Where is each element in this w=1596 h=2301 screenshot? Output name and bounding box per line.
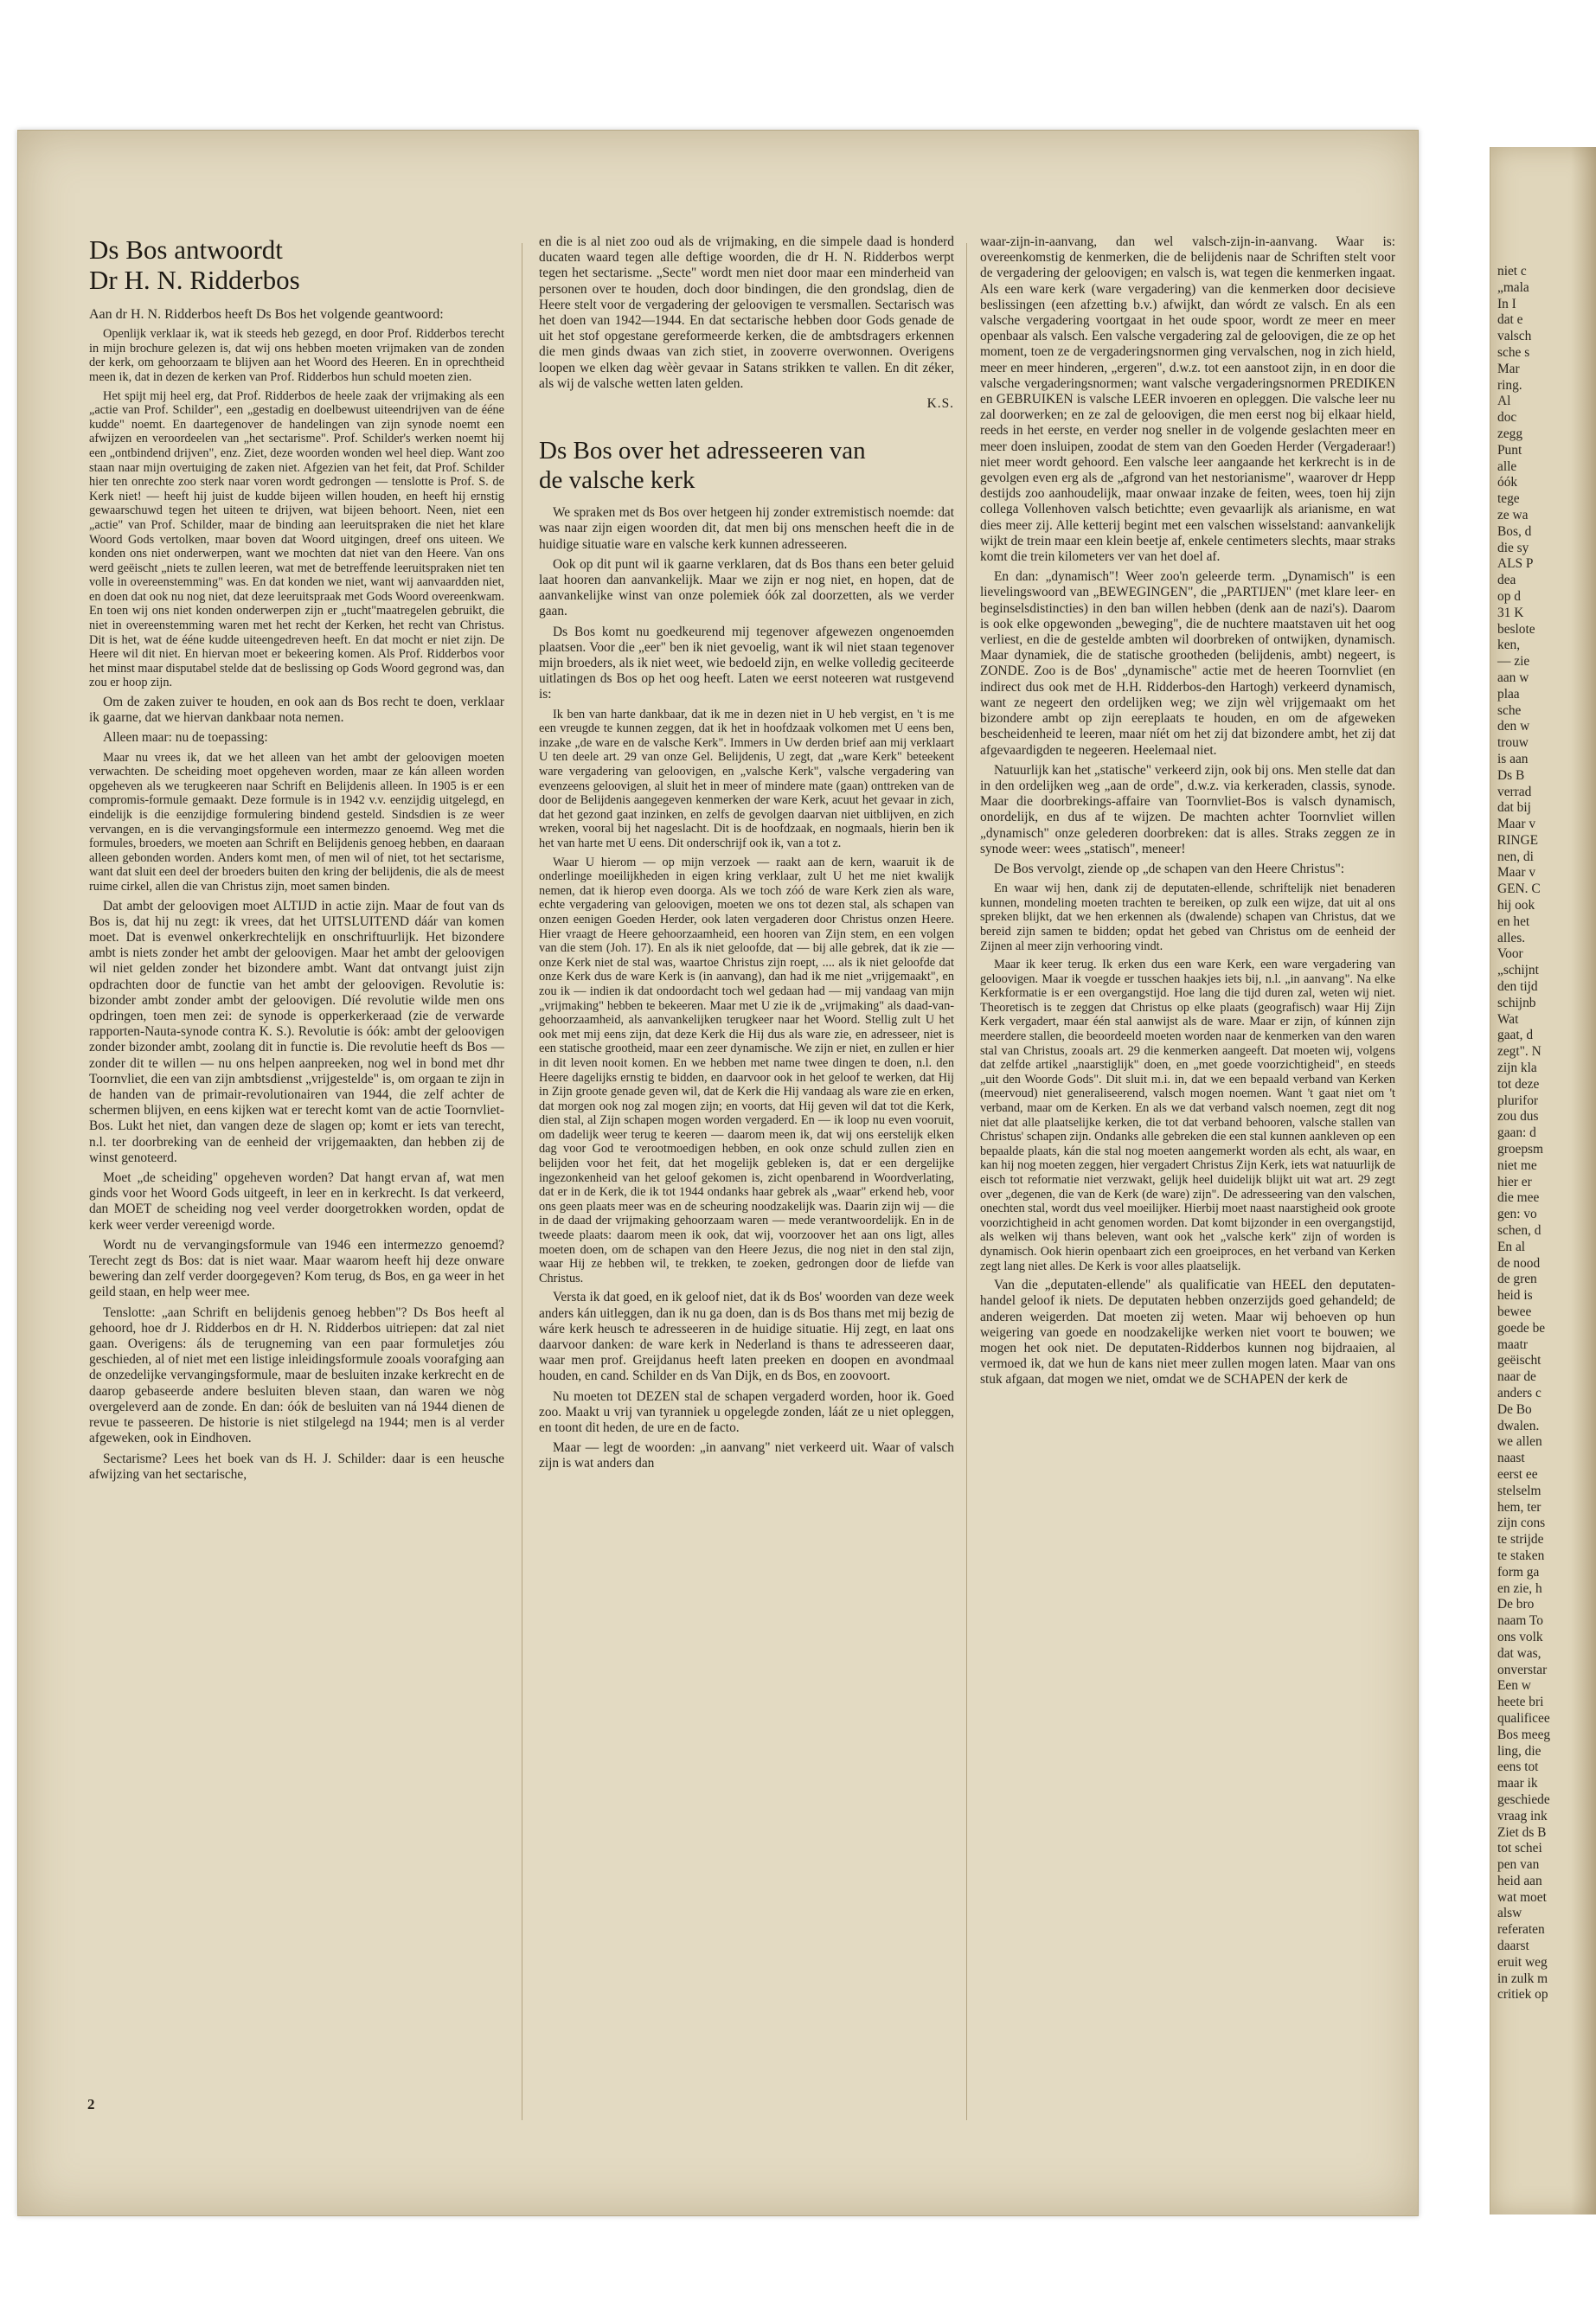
next-page-line-fragment: gaan: d <box>1497 1125 1536 1141</box>
next-page-line-fragment: te staken <box>1497 1548 1545 1563</box>
next-page-line-fragment: Al <box>1497 394 1511 409</box>
next-page-line-fragment: den tijd <box>1497 979 1538 995</box>
next-page-line-fragment: alle <box>1497 458 1517 474</box>
page-number: 2 <box>87 2096 95 2112</box>
paragraph: Het spijt mij heel erg, dat Prof. Ridderbos de heele zaak der vrijmaking als een „actie van Prof. Schilder", een „gestadig en doelbewust uiteendrijven van de ééne kudde" noemt. En daartegenover de handelingen van zijn synode noemt een afwijzen en veroordeelen van „het sectarisme". Prof. Schilder's werken noemt hij een „ontbindend drijven", enz. Ziet, deze woorden wonden wel heel diep. Want zoo staan naar mijn overtuiging de zaken niet. Afgezien van het feit, dat Prof. Schilder hier ten onrechte zoo sterk naar voren wordt gedrongen — tenslotte is Prof. S. de Kerk niet! — heeft hij juist de kudde bijeen willen houden, en heeft hij ernstig gewaarschuwd tegen het uiteen te drijven, wat bijeen behoort. Neen, niet een „actie" van Prof. Schilder, maar de binding aan leeruitspraken die niet het klare Woord Gods vertolken, maar boven dat Woord uitgingen, dreef ons uiteen. We konden ons niet onderwerpen, want we mochten dat niet van den Heere. Van ons werd geëischt „niets te zullen leeren, wat met de betreffende leeruitspraken niet ten volle in overeenstemming" was. En dat konden we niet, want wij aanvaardden niet, en doen dat ook nu nog niet, dat deze leeruitspraak met Gods Woord overeenkwam. En toen wij ons niet konden onderwerpen zijn er „tucht"maatregelen gebruikt, die niet in overeenstemming waren met het recht der Kerken, het recht van Christus. Dit is het, wat de ééne kudde uiteengedreven heeft. En dat mocht er niet zijn. De Heere wil dit niet. En hiervan moet er bekeering komen. Als Prof. Ridderbos voor het minst maar disputabel stelde dat de beslissing op Gods Woord gegrond was, dan zou er hoop zijn. <box>89 388 504 690</box>
paragraph: Maar nu vrees ik, dat we het alleen van het ambt der geloovigen moeten verwachten. De scheiding moet opgeheven worden, maar ze kán alleen worden opgeheven als we terugkeeren naar Schrift en Belijdenis alleen. In 1905 is er een compromis-formule gemaakt. Deze formule is in 1942 v.v. eenzijdig uitgelegd, en eindelijk is die eenzijdige formulering bindend gesteld. Sindsdien is ze weer vervangen, en is die vervangingsformule een intermezzo genoemd. Weg met die formules, broeders, we moeten aan Schrift en Belijdenis genoeg hebben, en daaraan alleen gebonden worden. Anders komt men, of men wil of niet, tot het sectarisme, want dat sluit een deel der broeders buiten den kring der belijdenis, die als de meest ruime cirkel, allen die van Christus zijn, moet samen binden. <box>89 750 504 894</box>
next-page-line-fragment: ons volk <box>1497 1629 1543 1644</box>
paragraph: en die is al niet zoo oud als de vrijmaking, en die simpele daad is honderd ducaten waard tegen alle deftige woorden, die dr H. N. Ridderbos werpt tegen het sectarisme. „Secte" wordt men niet door maar een minderheid van personen over te houden, doch door bindingen, die den grondslag, dien de Heere stelt voor de vergadering der geloovigen te versmallen. Sectarisch was het doen van 1942—1944. En dat sectarische hebben door Gods genade de uit het stof opgestane gereformeerde kerken, die de ambtsdragers erkennen die men ginds dwaas van zich stiet, in zooverre overwonnen. Overigens loopen we elken dag wèèr gevaar in Satans strikken te vallen. En dit zéker, als wij de valsche wetten laten gelden. <box>539 234 954 391</box>
paragraph: Alleen maar: nu de toepassing: <box>103 730 268 746</box>
column-rule <box>966 243 967 2120</box>
next-page-line-fragment: Maar v <box>1497 865 1536 881</box>
next-page-line-fragment: Punt <box>1497 442 1522 458</box>
next-page-line-fragment: gaat, d <box>1497 1028 1534 1043</box>
next-page-line-fragment: Maar v <box>1497 817 1536 832</box>
article-title <box>539 436 954 495</box>
next-page-line-fragment: ken, <box>1497 638 1521 653</box>
next-page-line-fragment: geschiede <box>1497 1791 1550 1807</box>
quote-paragraph: Ik ben van harte dankbaar, dat ik me in dezen niet in U heb vergist, en 't is me een vreugde te kunnen zeggen, dat ik het in hoofdzaak volkomen met U eens ben, inzake „de ware en de valsche Kerk". Immers in Uw derden brief aan mij verklaart U ten deele art. 29 van onze Gel. Belijdenis, U zegt, dat „ware Kerk" beteekent ware vergadering van geloovigen, en „valsche Kerk", valsche vergadering van evenzeens geloovigen, al sluit het in meer of mindere mate (gaan) onttreken van de door de Belijdenis aangegeven kenmerken der ware Kerk, acuut het gevaar in zich, dat het gezond gaat inzinken, en zelfs de gevolgen daarvan niet uitblijven, en zich wreken, vooral bij het nageslacht. Dit is de hoofdzaak, en nogmaals, hierin ben ik het van harte met U eens. Dit onderschrijf ook ik, van a tot z. <box>539 707 954 851</box>
next-page-line-fragment: form ga <box>1497 1564 1540 1580</box>
next-page-line-fragment: en zie, h <box>1497 1580 1542 1596</box>
next-page-line-fragment: in zulk m <box>1497 1971 1548 1986</box>
next-page-line-fragment: nen, di <box>1497 849 1534 864</box>
next-page-line-fragment: Voor <box>1497 946 1523 962</box>
article-title <box>89 234 504 295</box>
next-page-line-fragment: Wat <box>1497 1011 1519 1027</box>
next-page-line-fragment: óók <box>1497 475 1518 490</box>
column-3 <box>980 234 1395 2146</box>
next-page-line-fragment: hem, ter <box>1497 1499 1542 1515</box>
next-page-line-fragment: dat e <box>1497 312 1523 328</box>
paragraph: Maar — legt de woorden: „in aanvang" niet verkeerd uit. Waar of valsch zijn is wat anders dan <box>539 1440 954 1471</box>
article-intro: Aan dr H. N. Ridderbos heeft Ds Bos het volgende geantwoord: <box>89 307 444 322</box>
next-page-line-fragment: daarst <box>1497 1939 1529 1954</box>
paragraph: waar-zijn-in-aanvang, dan wel valsch-zijn-in-aanvang. Waar is: overeenkomstig de kenmerken, die de belijdenis naar de Schriften stelt voor de vergadering der geloovigen; en valsch is, wat tegen die kenmerken ingaat. Als een ware kerk (ware vergadering) van die kenmerken door decisieve beslissingen (een afzetting b.v.) afwijkt, dan wórdt ze valsch. En als een valsche vergadering voortgaat in het oude spoor, wordt ze meer en meer openbaar als valsch. Een valsche vergadering zal de geloovigen, die ze op het moment, toen ze de vergaderingsnormen ging vervalschen, nog in zich hield, meer en meer hinderen, „ergeren", d.w.z. tot een aanstoot zijn, in en door die valsche vergaderingsnormen; want valsche vergaderingsnormen PREDIKEN en GEBRUIKEN is valsche LEER invoeren en opleggen. Die valsche leer nu zal doorwerken; en ze zal de geloovigen, die men eerst nog bij elkaar hield, reeds in het eerste, en verder nog sneller in de volgende geslachten meer en meer doen insluipen, zoodat de stem van den Goeden Herder (Vergaderaar!) niet meer wordt gehoord. Een valsche leer aangaande het kerkrecht is in de gevolgen even erg als de „afgrond van het nestorianisme", waarover dr Hepp destijds zoo aanhoudelijk, maar onwaar inzake de feiten, wees, toen hij zijn collega Vollenhoven valsch betichtte; even gevaarlijk als arianisme, en wat dies meer zij. Alle ketterij begint met een valschen wisselstand: aanvankelijk wijkt de trein maar een klein beetje af, enkele centimeters slechts, maar straks komt die trein kilometers ver van het doel af. <box>980 234 1395 565</box>
column-2 <box>539 234 954 2146</box>
next-page-line-fragment: de nood <box>1497 1255 1541 1271</box>
next-page-line-fragment: eerst ee <box>1497 1466 1538 1482</box>
next-page-line-fragment: bewee <box>1497 1304 1532 1319</box>
next-page-line-fragment: schen, d <box>1497 1223 1542 1239</box>
title-line-2: de valsche kerk <box>539 466 695 495</box>
next-page-line-fragment: hier er <box>1497 1174 1532 1189</box>
next-page-line-fragment: hij ook <box>1497 898 1535 913</box>
next-page-line-fragment: dea <box>1497 573 1516 588</box>
next-page-line-fragment: den w <box>1497 719 1530 734</box>
paragraph: En dan: „dynamisch"! Weer zoo'n geleerde term. „Dynamisch" is een lievelingswoord van „BEWEGINGEN", die „PARTIJEN" (met klare leer- en beginselsdistincties) in den ban willen hebben (denk aan de nazi's). Daarom is ook elke opgewonden „beweging", die de nuchtere maatstaven uit het oog verliest, en die de gestelde ambten wil doorbreken of ontwijken, dynamisch. Maar dynamiek, die de statische grootheden (belijdenis, ambt) negeert, is ZONDE. Zoo is de Bos' „dynamische" actie met de heeren Toornvliet (en indirect dus ook met de H.H. Ridderbos-den Hartogh) verkeerd dynamisch, want ze negeert den ordelijken weg; we zijn wèl vrijgemaakt om het bizondere ambt op zijn eereplaats te houden, en om de afgeweken bescheidenheid te leeren, maar níét om het zij dat bizondere ambt, het zij dat afgevaardigden te negeeren. Heelemaal niet. <box>980 569 1395 758</box>
paragraph: Wordt nu de vervangingsformule van 1946 een intermezzo genoemd? Terecht zegt ds Bos: dat is niet waar. Maar waarom heeft hij deze onware bewering dan zelf verder doorgegeven? Kom terug, ds Bos, en ga weer in het geild staan, en help weer mee. <box>89 1237 504 1300</box>
next-page-line-fragment: sche s <box>1497 344 1530 360</box>
next-page-line-fragment: schijnb <box>1497 995 1536 1010</box>
next-page-line-fragment: onverstar <box>1497 1662 1548 1677</box>
next-page-line-fragment: die mee <box>1497 1190 1540 1206</box>
paragraph: Dat ambt der geloovigen moet ALTIJD in actie zijn. Maar de fout van ds Bos is, dat hij nu zegt: ik vrees, dat het UITSLUITEND dáár van komen moet. Dat is evenwel onkerkrechtelijk en onschriftuurlijk. Het bizondere ambt is niets zonder het ambt der geloovigen. Maar het ambt der geloovigen wil niet gelden zonder het bizondere ambt. Want dat ontvangt juist zijn opdrachten door de functie van het ambt der geloovigen. Revolutie is: bizonder ambt zonder ambt der geloovigen. Díé revolutie wilde men ons opdringen, toen men zei: de synode is opperkerkeraad (zie de verwarde rapporten-Nauta-synode contra K. S.). Revolutie is óók: ambt der geloovigen zonder bizonder ambt, zoolang dit in functie is. Die revolutie heeft ds Bos — zonder dit te willen — nu ons helpen aanpreeken, nog wel in bond met dhr Toornvliet, die een van zijn ambtsdienst „vrijgestelde" is, om orgaan te zijn in de handen van de primair-revolutionairen van 1944, die zelf achter de schermen blijven, en eens kijken wat er terecht komt van de actie Toornvliet-Bos. Lukt het niet, dan vangen deze de slagen op; komt er iets van terecht, n.l. ter doorbreking van de eenheid der vrijgemaakten, dan hebben zij de winst genoteerd. <box>89 898 504 1165</box>
next-page-line-fragment: referaten <box>1497 1922 1545 1938</box>
paragraph: Ds Bos komt nu goedkeurend mij tegenover afgewezen ongenoemden plaatsen. Voor die „eer" ben ik niet gevoelig, want ik wil niet staan tegenover mijn broeders, als ik niet weet, wie bedoeld zijn, en welke volledig geciteerde uitlatingen ds Bos op het oog heeft. Laten we eerst noteeren wat rustgevend is: <box>539 624 954 702</box>
next-page-line-fragment: ALS P <box>1497 556 1534 572</box>
next-page-line-fragment: eruit weg <box>1497 1954 1548 1970</box>
next-page-line-fragment: niet c <box>1497 264 1527 279</box>
signature: K.S. <box>926 396 954 412</box>
next-page-line-fragment: 31 K <box>1497 605 1524 620</box>
next-page-line-fragment: vraag ink <box>1497 1808 1548 1823</box>
next-page-line-fragment: zegg <box>1497 426 1523 441</box>
next-page-line-fragment: valsch <box>1497 329 1532 344</box>
next-page-line-fragment: aan w <box>1497 670 1529 685</box>
paragraph: Tenslotte: „aan Schrift en belijdenis genoeg hebben"? Ds Bos heeft al gehoord, hoe dr J. Ridderbos en dr H. N. Ridderbos uitriepen: dat zal niet gaan. Overigens: áls de terugneming van een paar formuletjes zóu geschieden, al of niet met een listige inleidingsformule zooals voorafging aan de onzedelijke vervangingsformule, maar de besluiten inzake kerkrecht en de daarop gebaseerde andere besluiten bleven staan, dan waren we nòg overgeleverd aan de zonde. En dan: óók de besluiten van ná 1944 dienen de revue te passeeren. De historie is niet stilgelegd na 1944; men is al verder afgeweken, ook in Eindhoven. <box>89 1304 504 1446</box>
next-page-line-fragment: ring. <box>1497 377 1522 393</box>
next-page-line-fragment: stelselm <box>1497 1483 1542 1498</box>
next-page-line-fragment: „mala <box>1497 279 1529 295</box>
next-page-line-fragment: goede be <box>1497 1320 1546 1336</box>
next-page-line-fragment: Ziet ds B <box>1497 1824 1547 1840</box>
next-page-line-fragment: plaa <box>1497 686 1520 702</box>
next-page-line-fragment: — zie <box>1497 654 1530 670</box>
title-line-2: Dr H. N. Ridderbos <box>89 265 300 295</box>
next-page-line-fragment: zegt". N <box>1497 1044 1542 1060</box>
next-page-line-fragment: en het <box>1497 913 1530 929</box>
next-page-line-fragment: qualificee <box>1497 1710 1550 1726</box>
next-page-line-fragment: naam To <box>1497 1613 1543 1629</box>
paragraph: Natuurlijk kan het „statische" verkeerd zijn, ook bij ons. Men stelle dat dan in den ordelijken weg „aan de orde", d.w.z. via kerkeraden, classis, synode. Maar die doorbrekings-affaire van Toornvliet-Bos is valsch dynamisch, onordelijk, en dus af te wijzen. De machten achter Toornvliet willen „dynamisch" onze gelederen doorbreken: dat is alles. Straks zeggen ze in synode weer: wees „statisch", meneer! <box>980 762 1395 856</box>
next-page-line-fragment: tot deze <box>1497 1076 1540 1092</box>
next-page-line-fragment: op d <box>1497 588 1521 604</box>
next-page-line-fragment: tege <box>1497 491 1520 507</box>
newspaper-page <box>17 130 1419 2216</box>
next-page-line-fragment: die sy <box>1497 540 1529 555</box>
next-page-line-fragment: verrad <box>1497 784 1532 799</box>
paragraph: Moet „de scheiding" opgeheven worden? Dat hangt ervan af, wat men ginds voor het Woord Gods uitgeeft, in leer en in kerkrecht. Is dat verkeerd, dan MOET de scheiding nog veel verder doorgetrokken worden, opdat de kerk weer verder vereenigd worde. <box>89 1170 504 1233</box>
next-page-line-fragment: De Bo <box>1497 1401 1532 1417</box>
next-page-line-fragment: dwalen. <box>1497 1418 1540 1433</box>
next-page-line-fragment: tot schei <box>1497 1841 1542 1856</box>
next-page-line-fragment: naar de <box>1497 1369 1536 1385</box>
next-page-line-fragment: groepsm <box>1497 1142 1544 1157</box>
paragraph: We spraken met ds Bos over hetgeen hij zonder extremistisch noemde: dat was naar zijn eigen woorden dit, dat men bij ons menschen heeft die in de huidige situatie ware en valsche kerk kunnen adresseeren. <box>539 505 954 552</box>
paragraph: Om de zaken zuiver te houden, en ook aan ds Bos recht te doen, verklaar ik gaarne, dat we hiervan dankbaar nota nemen. <box>89 695 504 726</box>
quote-paragraph: En waar wij hen, dank zij de deputaten-ellende, schriftelijk niet benaderen kunnen, mondeling moeten trachten te bereiken, op zulk een wijze, dat uit al ons spreken blijkt, dat we hen erkennen als (dwalende) schapen van Christus, dat we bereid zijn samen te bidden; opdat het gebed van Christus om de eenheid der Zijnen al meer zijn verhooring vindt. <box>980 881 1395 953</box>
next-page-line-fragment: En al <box>1497 1239 1526 1254</box>
next-page-line-fragment: maar ik <box>1497 1776 1538 1791</box>
next-page-line-fragment: gen: vo <box>1497 1207 1537 1222</box>
next-page-line-fragment: pen van <box>1497 1857 1540 1873</box>
next-page-line-fragment: De bro <box>1497 1597 1535 1612</box>
title-line-1: Ds Bos over het adresseeren van <box>539 437 866 465</box>
next-page-line-fragment: zijn cons <box>1497 1516 1546 1531</box>
next-page-line-fragment: ling, die <box>1497 1743 1542 1759</box>
next-page-line-fragment: anders c <box>1497 1385 1542 1400</box>
next-page-line-fragment: alles. <box>1497 930 1526 945</box>
next-page-line-fragment: we allen <box>1497 1434 1542 1450</box>
next-page-line-fragment: is aan <box>1497 751 1529 766</box>
next-page-line-fragment: heid aan <box>1497 1873 1542 1888</box>
next-page-line-fragment: sche <box>1497 702 1522 718</box>
next-page-line-fragment: GEN. C <box>1497 881 1541 897</box>
next-page-line-fragment: alsw <box>1497 1906 1522 1921</box>
column-1 <box>89 234 504 2146</box>
paragraph: Versta ik dat goed, en ik geloof niet, dat ik ds Bos' woorden van deze week anders kán uitleggen, dan ik nu ga doen, dan is ds Bos thans met mij bezig de wáre kerk heusch te adresseeren in de huidige situatie. Hij zegt, en laat ons daarvoor danken: de ware kerk in Nederland is thans te adresseeren daar, waar men prof. Greijdanus heeft laten preeken en doopen en avondmaal houden, en cand. Schilder en ds Van Dijk, en ds Bos, en zoovoort. <box>539 1290 954 1384</box>
quote-paragraph: Waar U hierom — op mijn verzoek — raakt aan de kern, waaruit ik de onderlinge moeilijkheden in eigen kring verklaar, zult U het me niet kwalijk nemen, dat ik hierop even doorga. Als we toch zóó de ware Kerk zien als ware, echte vergadering van geloovigen, moeten we ons tot dezen stal, als schapen van onzen eenigen Goeden Herder, ook laten vergaderen door Christus onzen Heere. Hier vraagt de Heere gehoorzaamheid, een hooren van Zijn stem, en een volgen van die stem (Joh. 17). En als ik niet geloofde, dat — bij alle gebrek, dat ik zie — onze Kerk niet de stal was, waartoe Christus zijn roept, .... als ik niet geloofde dat onze Kerk dus de ware Kerk is (in aanvang), dan had ik me niet „vrijgemaakt", en zou ik — indien ik dat ondoordacht toch wel gedaan had — mij vandaag van mijn „vrijmaking" hebben te bekeeren. Maar met U zie ik de „vrijmaking" als daad-van-gehoorzaamheid, als aanvankelijken terugkeer naar het Woord. Stellig zult U het ook met mij eens zijn, dat deze Kerk die Hij dus als ware zie, en adresseer, niet is een statische grootheid, maar een zeer dynamische. We zijn er niet, en zullen er hier in dit leven nooit komen. En we hebben met name twee dingen te doen, n.l. den Heere dagelijks ernstig te bidden, en daarvoor ook in het geloof te werken, dat Hij in Zijn groote genade geven wil, dat de Kerk die Hij vandaag als ware zie en erken, dat morgen ook nog zal mogen zijn; en voorts, dat Hij geven wil dat tot die Kerk, dien stal, al Zijn schapen mogen worden vergaderd. En — ik loop nu even vooruit, om dadelijk weer terug te keeren — daarom meen ik, dat wij ons eerstelijk elken dag voor God te verootmoedigen hebben, en ook onze schuld zullen zien en belijden voor het feit, dat het mogelijk gebleken is, dat er een dergelijke ingezonkenheid van het geloof gekomen is, zicht openbarend in Woordverlating, dat er in de Kerk, die ik tot 1944 ondanks haar gebrek als „waar" erkend heb, voor ons geen plaats meer was en de scheuring noodzakelijk was. Daarin zijn wij — die in de daad der vrijmaking gehoorzaam waren — mede verantwoordelijk. En in de tweede plaats: daarom meen ik ook, dat wij, voorzoover het aan ons ligt, alles moeten doen, om de schapen van den Heere Jezus, die nog niet in den stal zijn, waar Hij ze hebben wil, te trekken, te zoeken, gedrongen door de liefde van Christus. <box>539 855 954 1285</box>
next-page-line-fragment: doc <box>1497 410 1517 426</box>
next-page-line-fragment: niet me <box>1497 1157 1537 1173</box>
signature-line <box>539 396 954 412</box>
next-page-line-fragment: trouw <box>1497 735 1529 751</box>
next-page-line-fragment: critiek op <box>1497 1987 1548 2003</box>
next-page-line-fragment: Mar <box>1497 361 1520 376</box>
next-page-line-fragment: naast <box>1497 1451 1525 1466</box>
next-page-line-fragment: „schijnt <box>1497 963 1539 978</box>
paragraph: Sectarisme? Lees het boek van ds H. J. Schilder: daar is een heusche afwijzing van het sectarische, <box>89 1451 504 1482</box>
next-page-line-fragment: Ds B <box>1497 767 1525 783</box>
next-page-line-fragment: ze wa <box>1497 507 1529 522</box>
next-page-line-fragment: heid is <box>1497 1288 1533 1304</box>
next-page-line-fragment: beslote <box>1497 621 1535 637</box>
next-page-line-fragment: zijn kla <box>1497 1061 1537 1076</box>
next-page-edge <box>1490 147 1596 2214</box>
next-page-line-fragment: RINGE <box>1497 832 1539 848</box>
paragraph: Openlijk verklaar ik, wat ik steeds heb gezegd, en door Prof. Ridderbos terecht in mijn brochure gelezen is, dat wij ons hebben moeten vrijmaken van de zonden der kerk, om gehoorzaam te blijven aan het Woord des Heeren. En in oprechtheid meen ik, dat in dezen de kerken van Prof. Ridderbos hun schuld moeten zien. <box>89 327 504 384</box>
next-page-line-fragment: de gren <box>1497 1272 1537 1287</box>
paragraph: Nu moeten tot DEZEN stal de schapen vergaderd worden, hoor ik. Goed zoo. Maakt u vrij van tyranniek u opgelegde zonden, láát ze u niet opleggen, en toont dit heden, de ure en de facto. <box>539 1388 954 1436</box>
quote-paragraph: Maar ik keer terug. Ik erken dus een ware Kerk, een ware vergadering van geloovigen. Maar ik voegde er tusschen haakjes iets bij, n.l. „in aanvang". Na elke Kerkformatie is er een overgangstijd. Hoe lang die tijd duren zal, weten wij niet. Theoretisch is te zeggen dat Christus op elke plaats (geografisch) waar Hij Zijn Kerk vergadert, maar één stal aanwijst als de ware. Maar er zijn, of kúnnen zijn meerdere stallen, die beoordeeld moeten worden naar de kenmerken van den waren stal van Christus, zooals art. 29 die kenmerken aangeeft. Dat moeten wij, volgens dat zelfde artikel „naarstiglijk" doen, en „met goede voorzichtigheid", en steeds „uit den Woorde Gods". Dit sluit m.i. in, dat we een bepaald verband van Kerken (meervoud) niet generaliseerend, valsch mogen noemen. Want 't gaat niet om 't verband, maar om de Kerken. En als we dat verband valsch noemen, zegt dit nog niet dat alle plaatselijke kerken, die tot dat verband behooren, valsche stallen van Christus' schapen zijn. Ondanks alle gebreken die een stal kunnen aankleven op een bepaalde plaats, kán die stal nog moeten aangemerkt worden als echt, als waar, en kan hij nog moeten zeggen, hier vergadert Christus Zijn Kerk, iets wat natuurlijk de eisch tot reformatie niet verzwakt, gelijk heel duidelijk blijkt uit wat art. 29 zegt over „degenen, die van de Kerk (de ware) zijn". De adresseering van den valschen, onechten stal, wordt dus veel moeilijker. Hierbij moet naast naarstigheid ook groote voorzichtigheid in acht genomen worden. Dat komt bijzonder in een overgangstijd, als welken wij thans beleven, want ook het „valsche kerk" zijn of worden is dynamisch. Ook hierin openbaart zich een groeiproces, en het verband van Kerken zegt lang niet alles. De Kerk is voor alles plaatselijk. <box>980 958 1395 1273</box>
next-page-line-fragment: te strijde <box>1497 1532 1544 1548</box>
next-page-line-fragment: heete bri <box>1497 1695 1544 1710</box>
next-page-line-fragment: Een w <box>1497 1678 1531 1694</box>
next-page-line-fragment: dat was, <box>1497 1645 1542 1661</box>
paragraph: Van die „deputaten-ellende" als qualificatie van HEEL den deputaten-handel geloof ik niets. De deputaten hebben onzerzijds goed gehandeld; de anderen weigerden. Dat moeten zij weten. Maar wij behoeven op hun weigering van goede en noodzakelijke werken niet voort te bouwen; we mogen het ook niet. De deputaten-Ridderbos kunnen nog bijdraaien, al vermoed ik, dat we hun de kans niet meer zullen mogen laten. Maar van ons stuk afgaan, dat mogen we niet, omdat we de SCHAPEN der kerk de <box>980 1278 1395 1388</box>
next-page-line-fragment: maatr <box>1497 1336 1529 1352</box>
next-page-line-fragment: zou dus <box>1497 1109 1539 1125</box>
title-line-1: Ds Bos antwoordt <box>89 234 283 265</box>
next-page-line-fragment: eens tot <box>1497 1759 1539 1775</box>
next-page-line-fragment: wat moet <box>1497 1889 1547 1905</box>
next-page-line-fragment: Bos, d <box>1497 523 1532 539</box>
next-page-line-fragment: geëischt <box>1497 1353 1542 1368</box>
next-page-line-fragment: Bos meeg <box>1497 1727 1551 1742</box>
paragraph: De Bos vervolgt, ziende op „de schapen van den Heere Christus": <box>994 861 1345 876</box>
page-fold-shadow <box>1571 147 1596 2214</box>
next-page-line-fragment: plurifor <box>1497 1093 1539 1108</box>
paragraph: Ook op dit punt wil ik gaarne verklaren, dat ds Bos thans een beter geluid laat hooren dan aanvankelijk. Maar we zijn er nog niet, en hopen, dat de aanvankelijke winst van onze polemiek óók zal doorzetten, als we verder gaan. <box>539 556 954 619</box>
next-page-line-fragment: dat bij <box>1497 800 1531 816</box>
next-page-line-fragment: In I <box>1497 296 1516 311</box>
